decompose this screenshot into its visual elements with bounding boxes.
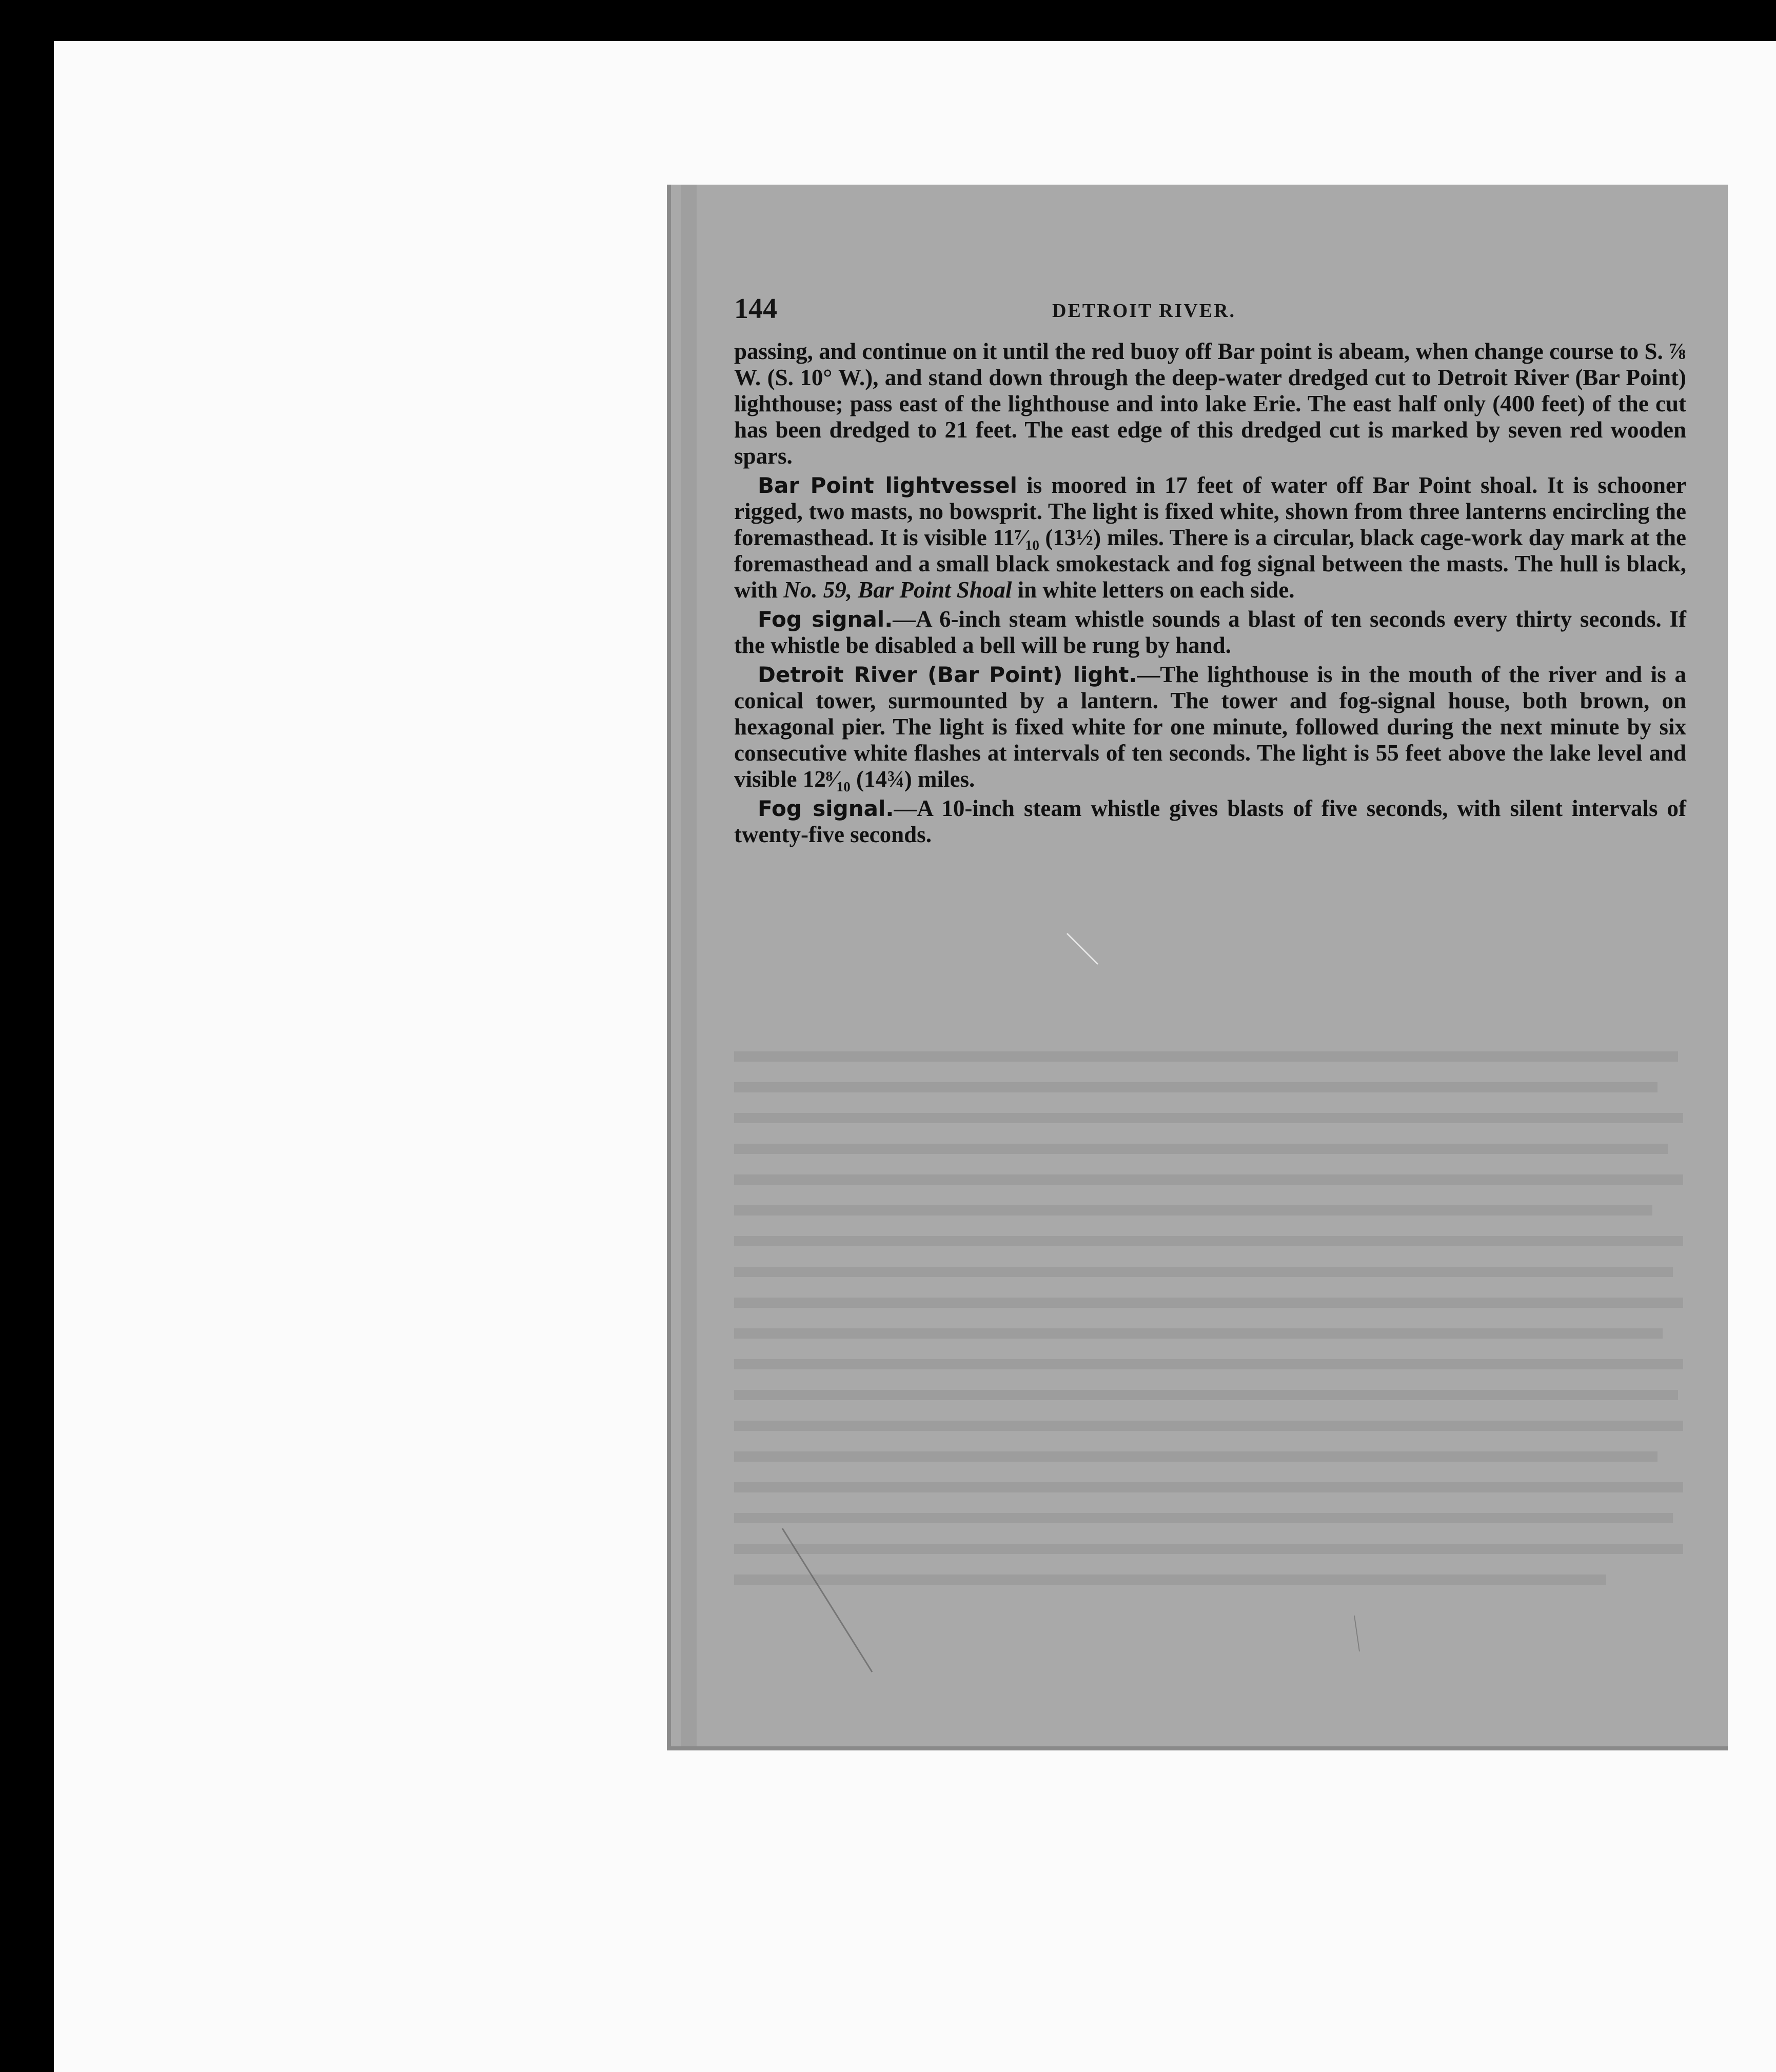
paragraph-text: passing, and continue on it until the red buoy off Bar point is abeam, when change course to S. ⅞ W. (S. 10° W.), and stand down through the deep-water dredged cut to Detroit River (Bar Point) lighthouse; pass east of the lighthouse and into lake Erie. The east half only (400 feet) of the cut has been dredged to 21 feet. The east edge of this dredged cut is marked by seven red wooden spars. [734, 338, 1686, 469]
paragraph-text: —The lighthouse is in the mouth of the river and is a conical tower, surmounted by a lantern. The tower and fog-signal house, both brown, on hexagonal pier. The light is fixed white for one minute, followed during the next minute by six consecutive white flashes at intervals of ten seconds. The light is 55 feet above the lake level and visible 12⁸⁄₁₀ (14¾) miles. [734, 662, 1687, 792]
running-head: DETROIT RIVER. [1052, 300, 1236, 322]
page-number: 144 [734, 293, 777, 325]
paragraph-heading: Fog signal. [758, 607, 893, 632]
paragraph-heading: Detroit River (Bar Point) light. [758, 662, 1137, 687]
paragraph-text: —A 6-inch steam whistle sounds a blast of ten seconds every thirty seconds. If the whistle be disabled a bell will be rung by hand. [734, 606, 1686, 658]
paragraph-heading: Fog signal. [758, 796, 894, 821]
paragraph-heading: Bar Point lightvessel [758, 473, 1017, 498]
paragraph-text: —A 10-inch steam whistle gives blasts of five seconds, with silent intervals of twenty-five seconds. [734, 795, 1686, 847]
paragraph-text: in white letters on each side. [1012, 577, 1295, 603]
vessel-name: No. 59, Bar Point Shoal [783, 577, 1012, 603]
paragraph-text: is moored in 17 feet of water off Bar Point shoal. It is schooner rigged, two masts, no bowsprit. The light is fixed white, shown from three lanterns encircling the foremasthead. It is visible 11⁷⁄₁₀ (13½) miles. There is a circular, black cage-work day mark at the foremasthead and a small black smokestack and fog signal between the masts. The hull is black, with [734, 472, 1686, 603]
